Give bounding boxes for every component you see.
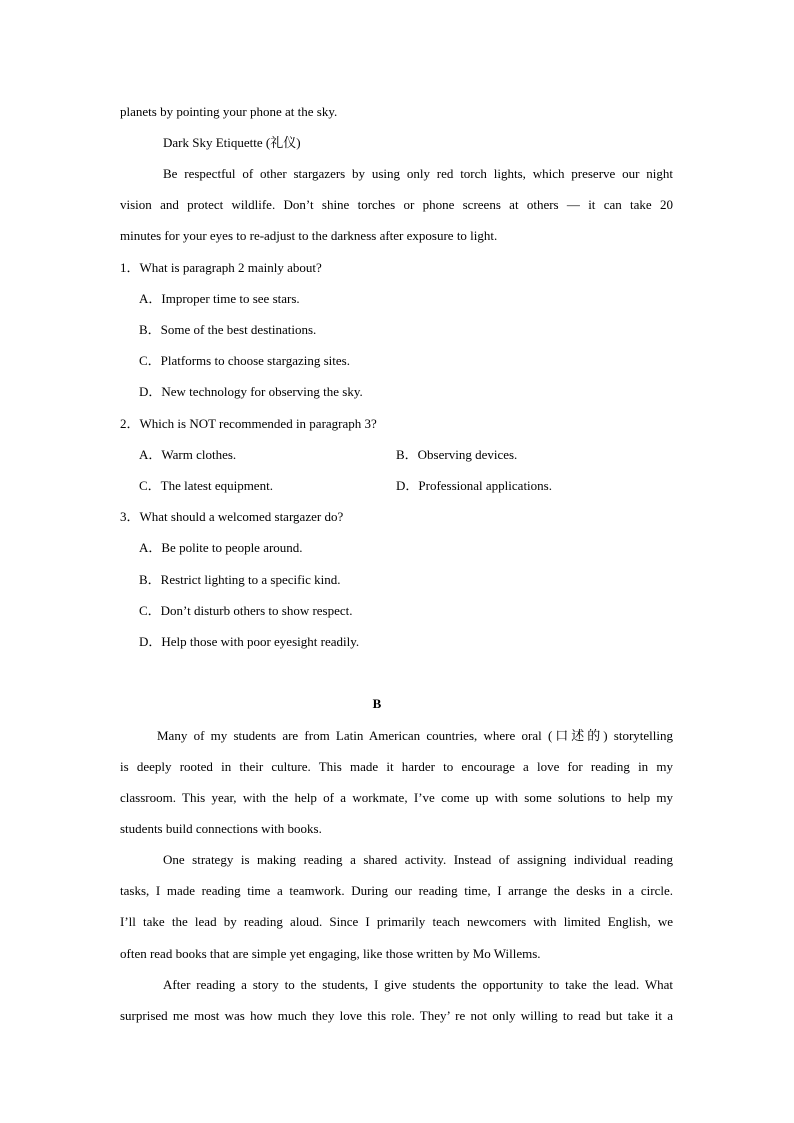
- passage-a-subheading: Dark Sky Etiquette (礼仪): [163, 135, 301, 150]
- question-stem: 1．What is paragraph 2 mainly about?: [120, 260, 322, 275]
- passage-b-line: is deeply rooted in their culture. This made it harder to encourage a love for reading in my: [120, 759, 673, 774]
- passage-b-line: students build connections with books.: [120, 821, 322, 836]
- passage-a-tail: planets by pointing your phone at the sky.: [120, 104, 338, 119]
- passage-b-line: I’ll take the lead by reading aloud. Since I primarily teach newcomers with limited English, we: [120, 914, 673, 929]
- question-option: C．Platforms to choose stargazing sites.: [139, 353, 350, 368]
- question-option: A．Improper time to see stars.: [139, 291, 300, 306]
- question-option: A．Be polite to people around.: [139, 540, 303, 555]
- question-option: B．Restrict lighting to a specific kind.: [139, 572, 341, 587]
- question-option: D．Professional applications.: [396, 478, 552, 493]
- question-option: B．Some of the best destinations.: [139, 322, 317, 337]
- question-option: D．Help those with poor eyesight readily.: [139, 634, 360, 649]
- passage-a-line: vision and protect wildlife. Don’t shine torches or phone screens at others — it can take 20: [120, 197, 673, 212]
- question-stem: 2．Which is NOT recommended in paragraph 3?: [120, 416, 377, 431]
- passage-b-line: One strategy is making reading a shared activity. Instead of assigning individual reading: [163, 852, 673, 867]
- passage-b-line: surprised me most was how much they love this role. They’ re not only willing to read but take it a: [120, 1008, 673, 1023]
- passage-b-line: often read books that are simple yet engaging, like those written by Mo Willems.: [120, 946, 541, 961]
- question-option: A．Warm clothes.: [139, 447, 237, 462]
- question-option: D．New technology for observing the sky.: [139, 384, 363, 399]
- passage-b-line: After reading a story to the students, I give students the opportunity to take the lead. What: [163, 977, 673, 992]
- passage-a-line: minutes for your eyes to re-adjust to the darkness after exposure to light.: [120, 228, 498, 243]
- question-option: C．The latest equipment.: [139, 478, 273, 493]
- question-stem: 3．What should a welcomed stargazer do?: [120, 509, 344, 524]
- passage-b-line: Many of my students are from Latin American countries, where oral (口述的) storytelling: [157, 728, 673, 743]
- question-option: C．Don’t disturb others to show respect.: [139, 603, 353, 618]
- passage-a-line: Be respectful of other stargazers by using only red torch lights, which preserve our night: [163, 166, 673, 181]
- passage-b-line: classroom. This year, with the help of a workmate, I’ve come up with some solutions to help my: [120, 790, 673, 805]
- passage-b-heading: B: [372, 696, 382, 711]
- question-option: B．Observing devices.: [396, 447, 518, 462]
- passage-b-line: tasks, I made reading time a teamwork. During our reading time, I arrange the desks in a circle.: [120, 883, 673, 898]
